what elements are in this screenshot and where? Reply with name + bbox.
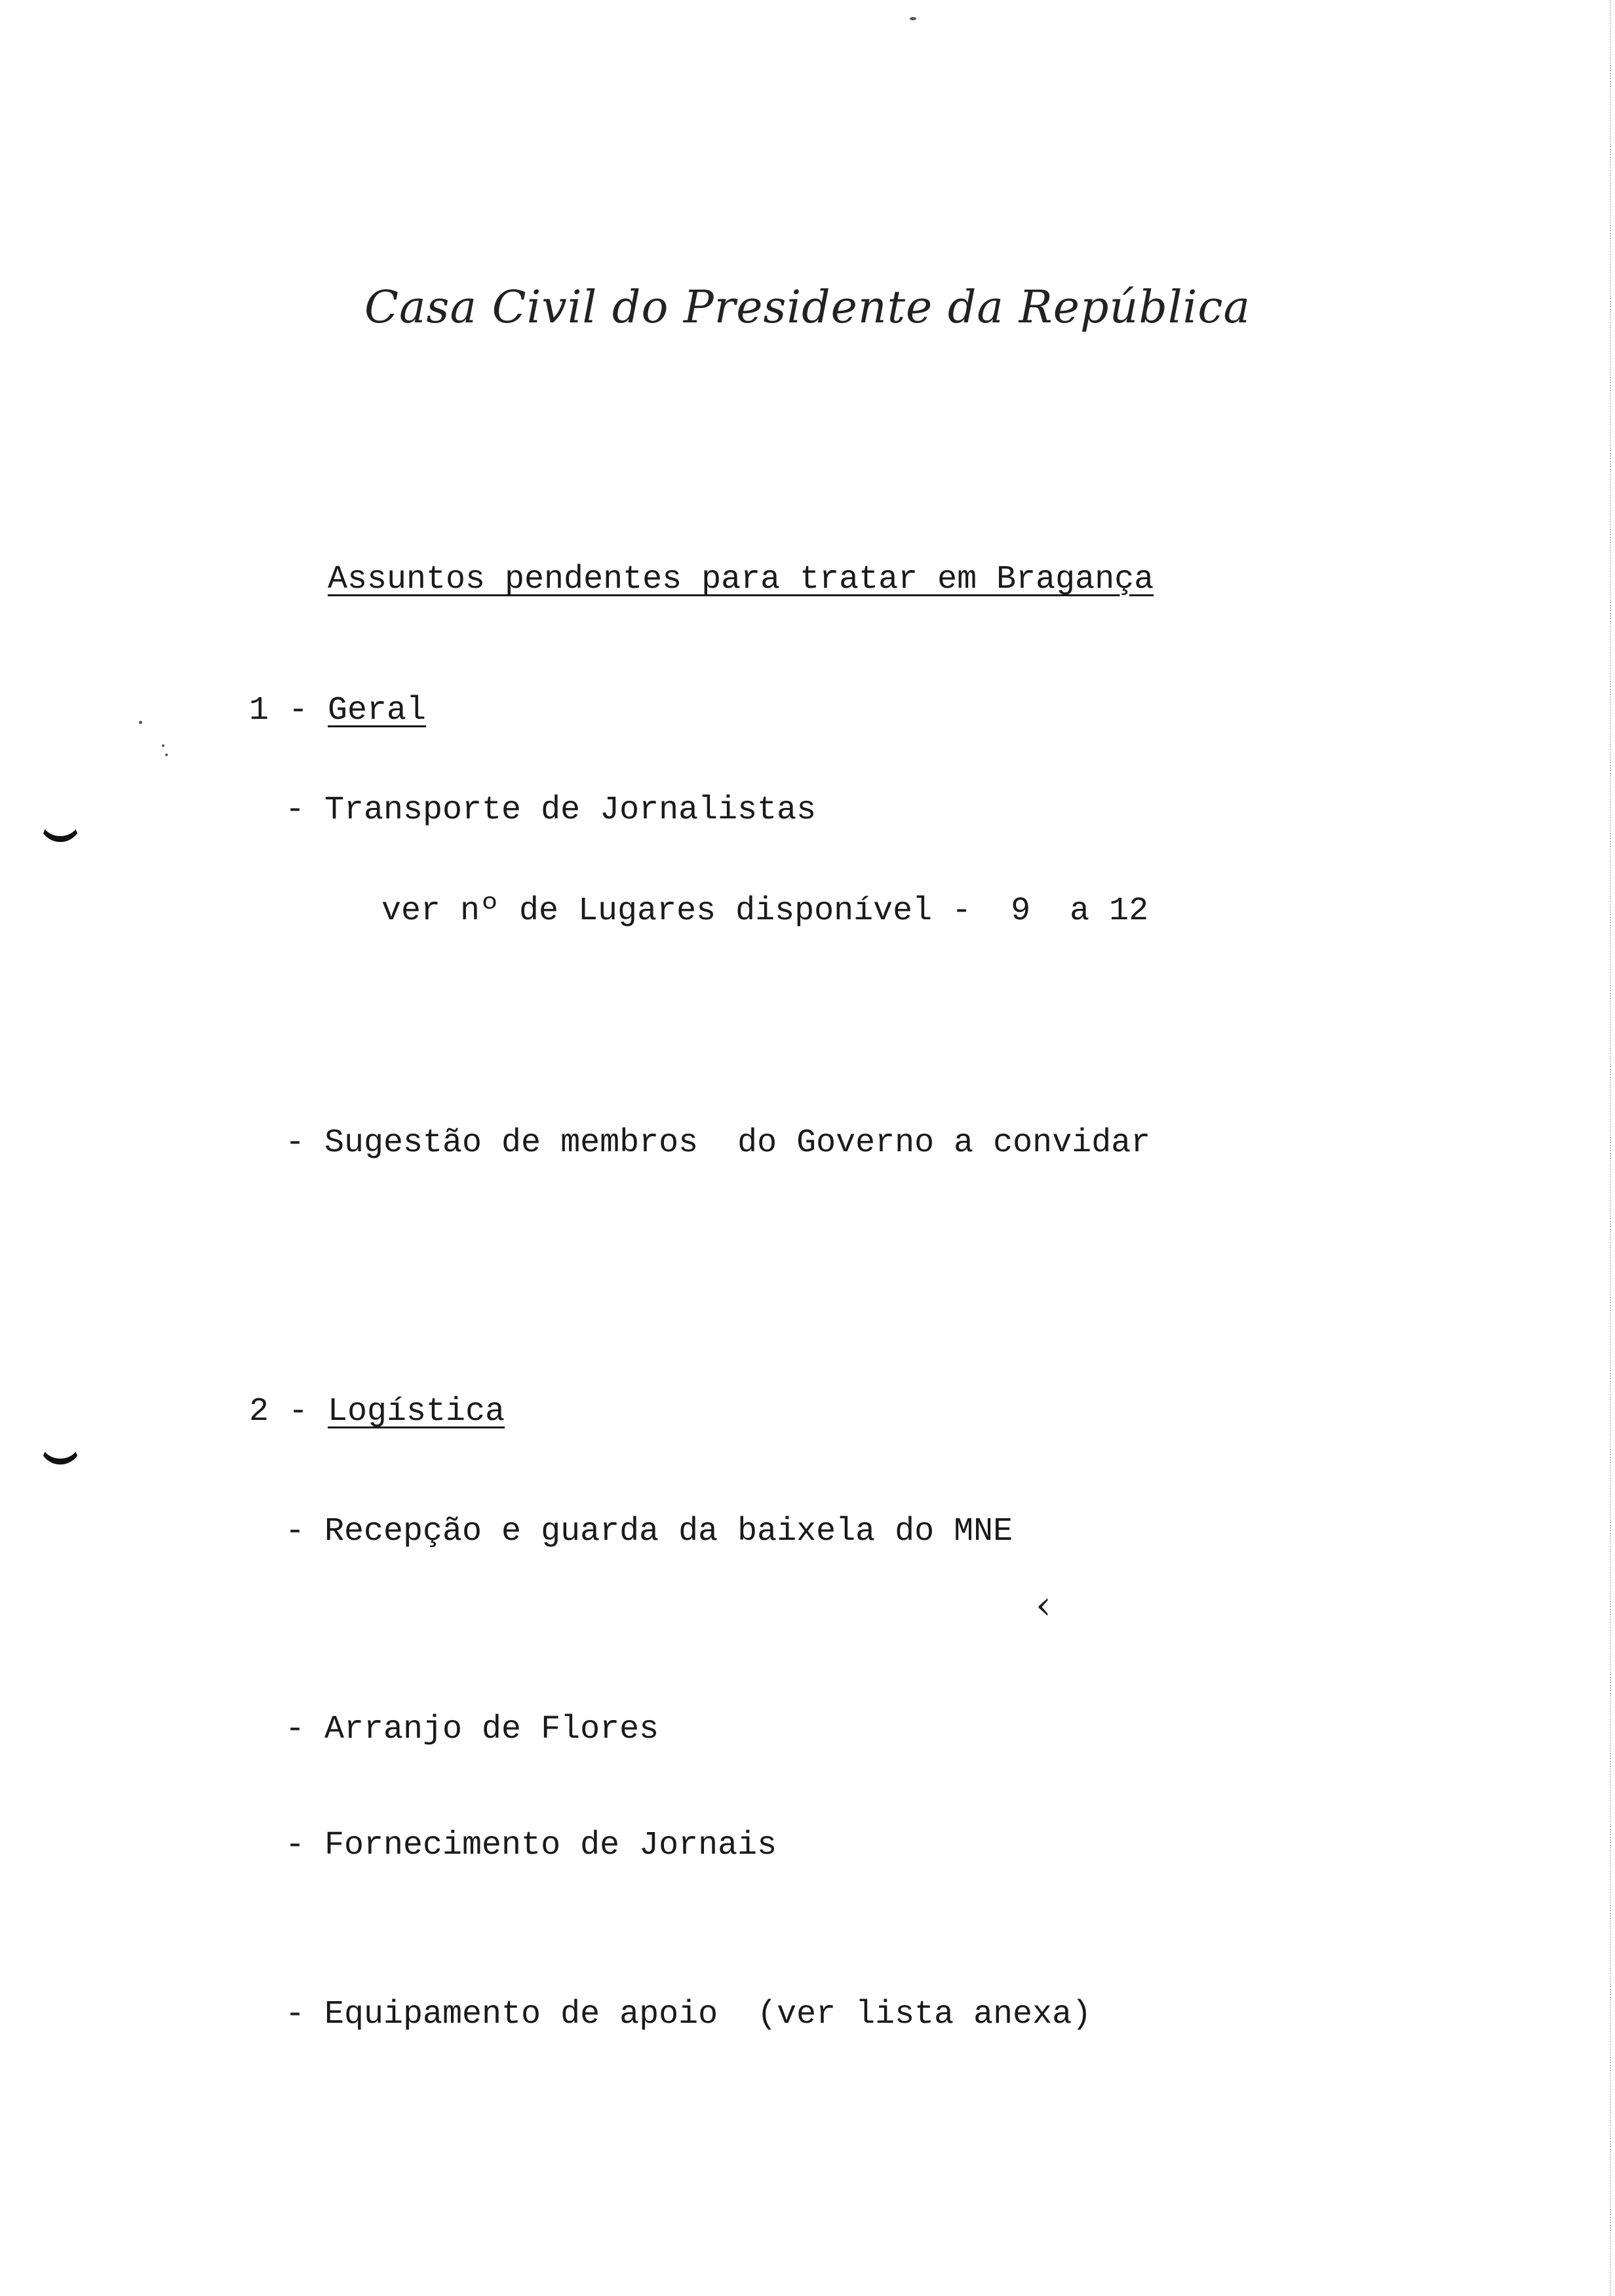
section-2-title: Logística xyxy=(328,1393,505,1430)
list-item-detail: ver nº de Lugares disponível - 9 a 12 xyxy=(381,892,1149,930)
document-title: Assuntos pendentes para tratar em Bragança xyxy=(328,561,1154,598)
handwritten-mark xyxy=(39,1435,81,1464)
scan-speck xyxy=(139,721,142,724)
scan-speck xyxy=(162,744,165,747)
scan-speck xyxy=(910,17,916,20)
handwritten-tick: ‹ xyxy=(1036,1582,1051,1628)
scan-edge xyxy=(1608,0,1611,2296)
list-item: - Equipamento de apoio (ver lista anexa) xyxy=(285,1996,1092,2033)
section-1-number: 1 - xyxy=(249,692,328,729)
section-1-title: Geral xyxy=(328,692,427,729)
list-item: - Sugestão de membros do Governo a convidar xyxy=(285,1124,1151,1162)
handwritten-mark xyxy=(39,813,81,842)
list-item: - Recepção e guarda da baixela do MNE xyxy=(285,1513,1013,1550)
list-item: - Transporte de Jornalistas xyxy=(285,792,817,829)
list-item: - Fornecimento de Jornais xyxy=(285,1827,777,1864)
scan-speck xyxy=(165,754,168,756)
section-2-number: 2 - xyxy=(249,1393,328,1430)
section-2-heading xyxy=(249,1393,505,1430)
section-1-heading xyxy=(249,692,427,729)
letterhead: Casa Civil do Presidente da República xyxy=(364,282,1251,334)
list-item: - Arranjo de Flores xyxy=(285,1711,659,1748)
